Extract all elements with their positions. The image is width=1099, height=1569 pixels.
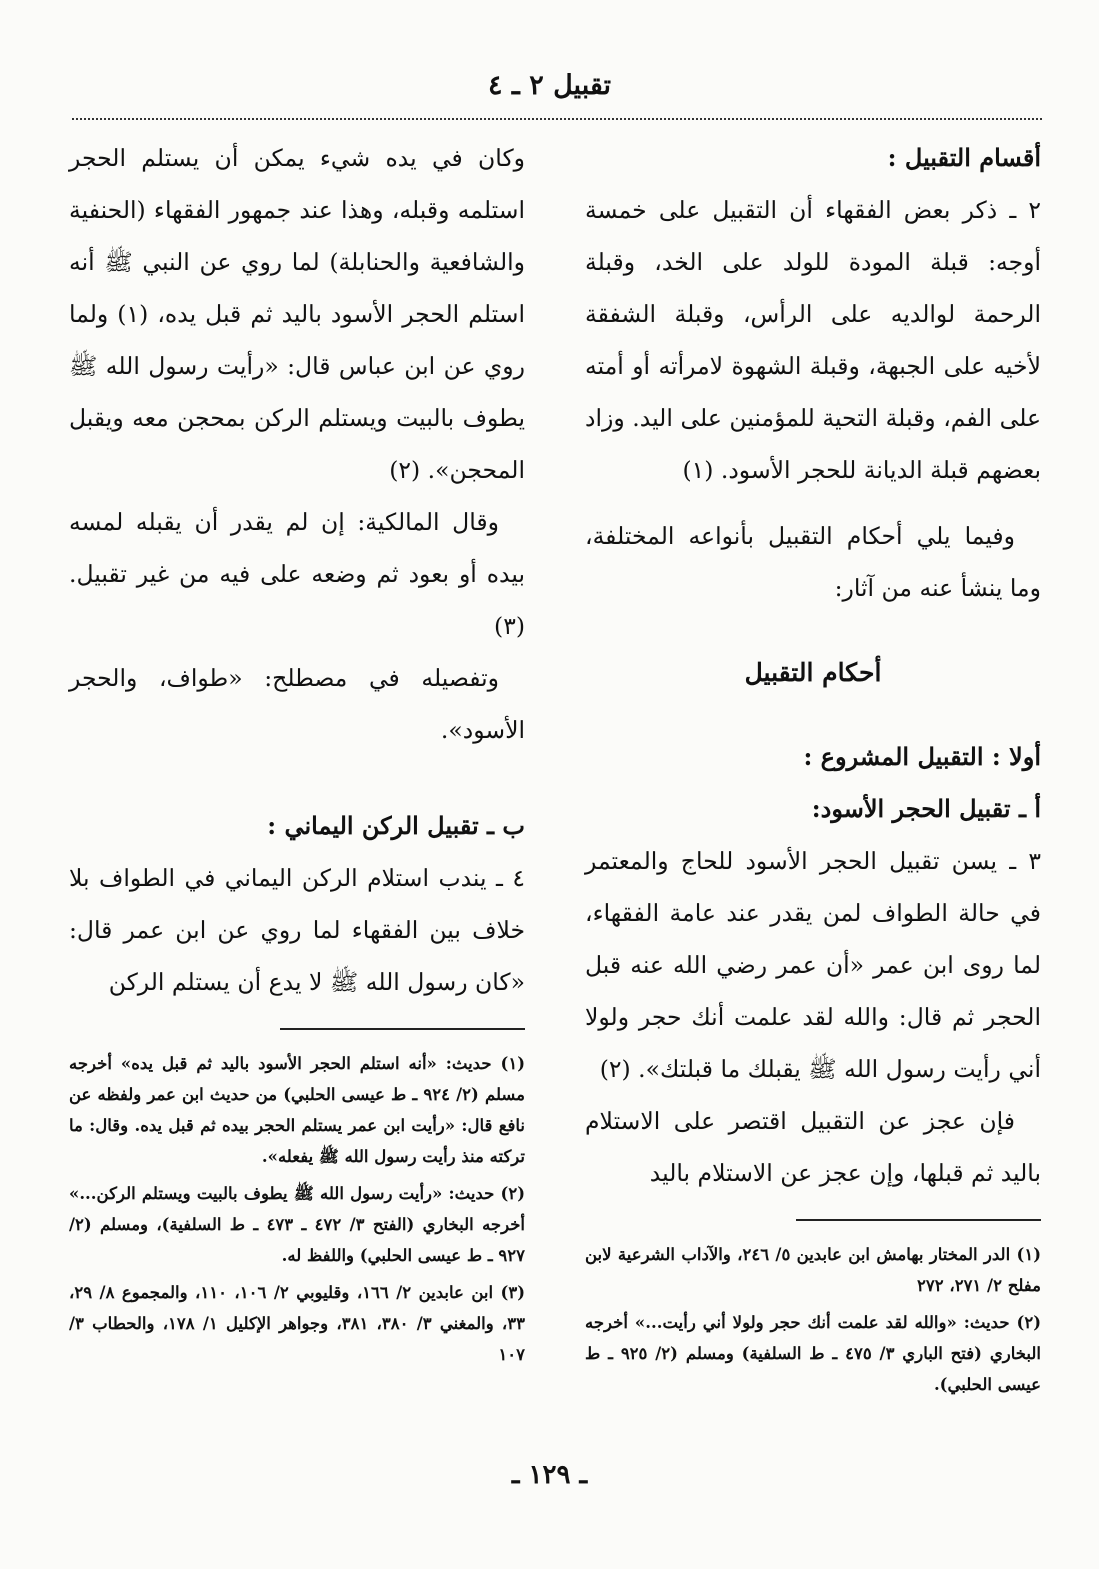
footnote-divider bbox=[280, 1028, 525, 1030]
subheading-yemeni-corner: ب ـ تقبيل الركن اليماني : bbox=[267, 811, 525, 840]
page-number: ـ ١٢٩ ـ bbox=[511, 1460, 588, 1490]
paragraph-4: ٤ ـ يندب استلام الركن اليماني في الطواف بلا خلاف بين الفقهاء لما روي عن ابن عمر قال: «كان رسول الله ﷺ لا يدع أن يستلم الركن bbox=[69, 864, 525, 996]
paragraph-4: فإن عجز عن التقبيل اقتصر على الاستلام باليد ثم قبلها، وإن عجز عن الاستلام باليد bbox=[585, 1107, 1041, 1187]
footnote: (١) الدر المختار بهامش ابن عابدين ٥/ ٢٤٦، والآداب الشرعية لابن مفلح ٢/ ٢٧١، ٢٧٢ bbox=[585, 1245, 1042, 1295]
main-heading: أحكام التقبيل bbox=[744, 658, 882, 687]
page-header: تقبيل ٢ ـ ٤ bbox=[487, 70, 612, 101]
paragraph-intro: وفيما يلي أحكام التقبيل بأنواعه المختلفة، وما ينشأ عنه من آثار: bbox=[585, 522, 1041, 602]
paragraph-2: ٢ ـ ذكر بعض الفقهاء أن التقبيل على خمسة أوجه: قبلة المودة للولد على الخد، وقبلة الرحمة لوالديه على الرأس، وقبلة الشفقة لأخيه على الجبهة، وقبلة الشهوة لامرأته أو أمته على الفم، وقبلة التحية للمؤمنين على اليد. وزاد بعضهم قبلة الديانة للحجر الأسود. (١) bbox=[585, 196, 1041, 484]
section-heading: أقسام التقبيل : bbox=[887, 143, 1041, 172]
footnote: (٢) حديث: «رأيت رسول الله ﷺ يطوف بالبيت ويستلم الركن...» أخرجه البخاري (الفتح ٣/ ٤٧٢ ـ ٤٧٣ ـ ط السلفية)، ومسلم (٢/ ٩٢٧ ـ ط عيسى الحلبي) واللفظ له. bbox=[69, 1184, 526, 1265]
subheading-legitimate-kissing: أولا : التقبيل المشروع : bbox=[803, 742, 1041, 771]
subheading-black-stone: أ ـ تقبيل الحجر الأسود: bbox=[811, 794, 1041, 823]
footnote: (٣) ابن عابدين ٢/ ١٦٦، وقليوبي ٢/ ١٠٦، ١١٠، والمجموع ٨/ ٢٩، ٣٣، والمغني ٣/ ٣٨٠، ٣٨١، وجواهر الإكليل ١/ ١٧٨، والحطاب ٣/ ١٠٧ bbox=[69, 1283, 526, 1364]
footnote: (٢) حديث: «والله لقد علمت أنك حجر ولولا أني رأيت...» أخرجه البخاري (فتح الباري ٣/ ٤٧٥ ـ ط السلفية) ومسلم (٢/ ٩٢٥ ـ ط عيسى الحلبي). bbox=[585, 1313, 1041, 1394]
footnote: (١) حديث: «أنه استلم الحجر الأسود باليد ثم قبل يده» أخرجه مسلم (٢/ ٩٢٤ ـ ط عيسى الحلبي) من حديث ابن عمر ولفظه عن نافع قال: «رأيت ابن عمر يستلم الحجر بيده ثم قبل يده. وقال: ما تركته منذ رأيت رسول الله ﷺ يفعله». bbox=[69, 1054, 525, 1166]
footnote-divider bbox=[796, 1219, 1041, 1221]
paragraph-details: وتفصيله في مصطلح: «طواف، والحجر الأسود». bbox=[69, 664, 525, 744]
header-divider bbox=[72, 118, 1042, 120]
left-column bbox=[69, 132, 525, 1370]
paragraph-1: وكان في يده شيء يمكن أن يستلم الحجر استلمه وقبله، وهذا عند جمهور الفقهاء (الحنفية والشافعية والحنابلة) لما روي عن النبي ﷺ أنه استلم الحجر الأسود باليد ثم قبل يده، (١) ولما روي عن ابن عباس قال: «رأيت رسول الله ﷺ يطوف بالبيت ويستلم الركن بمحجن معه ويقبل المحجن». (٢) bbox=[69, 144, 525, 484]
right-column bbox=[585, 132, 1041, 1400]
paragraph-maliki: وقال المالكية: إن لم يقدر أن يقبله لمسه بيده أو بعود ثم وضعه على فيه من غير تقبيل. (٣) bbox=[69, 508, 525, 640]
paragraph-3: ٣ ـ يسن تقبيل الحجر الأسود للحاج والمعتمر في حالة الطواف لمن يقدر عند عامة الفقهاء، لما روى ابن عمر «أن عمر رضي الله عنه قبل الحجر ثم قال: والله لقد علمت أنك حجر ولولا أني رأيت رسول الله ﷺ يقبلك ما قبلتك». (٢) bbox=[585, 847, 1041, 1083]
